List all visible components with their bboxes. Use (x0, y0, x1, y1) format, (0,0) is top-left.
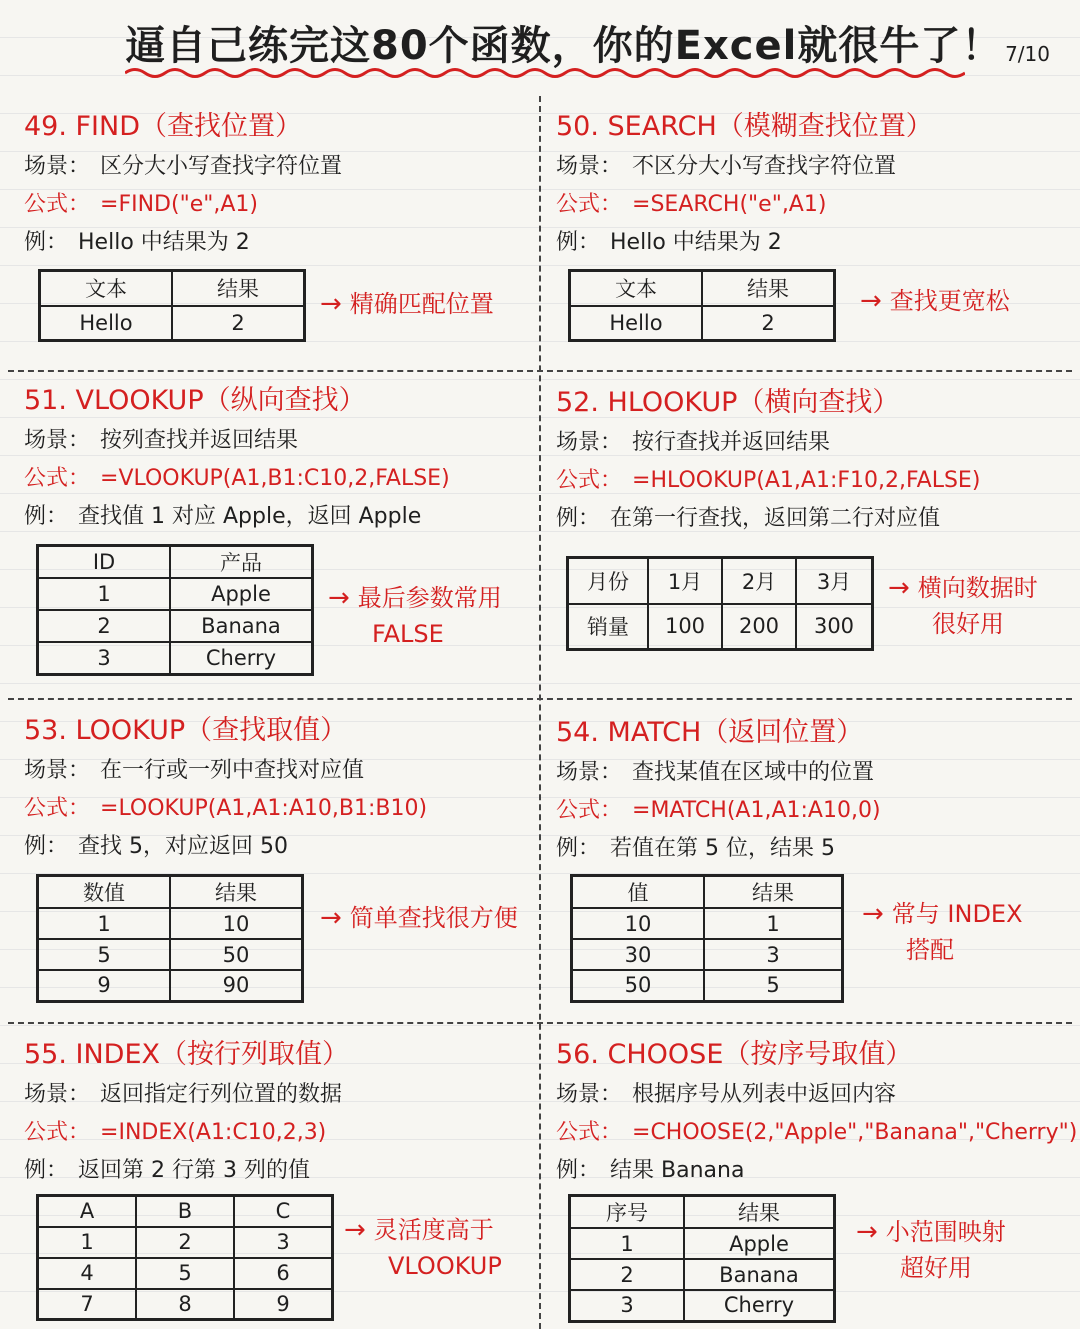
example-line (24, 224, 544, 262)
table-cell: 30 (572, 939, 705, 970)
example-line (556, 1152, 1076, 1190)
example-table (568, 269, 836, 342)
tip-text: 横向数据时 (917, 574, 1038, 602)
function-card-search (556, 106, 1076, 262)
table-row (38, 1289, 333, 1320)
tip-note (862, 896, 1023, 968)
title-underline (125, 66, 965, 80)
tip-text: 灵活度高于 (373, 1216, 494, 1244)
formula-label: 公式： (24, 466, 91, 491)
table-cell: 5 (38, 939, 171, 970)
table-cell: Cherry (170, 642, 313, 674)
card-title: 53. LOOKUP（查找取值） (24, 715, 348, 746)
table-cell: 3 (704, 939, 843, 970)
scene-line (24, 422, 544, 460)
table-row (38, 970, 303, 1001)
example-line (24, 1152, 544, 1190)
table-cell: 5 (136, 1258, 234, 1289)
arrow-right-icon: → (344, 1215, 366, 1245)
table-cell: C (234, 1196, 333, 1227)
table-cell: 9 (38, 970, 171, 1001)
row-divider (8, 1022, 1072, 1024)
table-cell: 2 (38, 610, 171, 642)
table-cell: 2 (702, 306, 835, 341)
table-row (570, 271, 835, 306)
example-label: 例： (556, 506, 601, 531)
example-text: Hello 中结果为 2 (610, 230, 782, 255)
example-line (556, 224, 1076, 262)
table-row (570, 1228, 835, 1259)
formula-label: 公式： (24, 796, 91, 821)
tip-text: 超好用 (900, 1254, 972, 1282)
formula-line (556, 186, 1076, 224)
table-row (38, 876, 303, 909)
table-cell: 2 (136, 1227, 234, 1258)
table-cell: 3月 (796, 558, 873, 604)
scene-line (556, 1076, 1076, 1114)
table-cell: 1 (570, 1228, 685, 1259)
table-cell: Cherry (684, 1290, 835, 1321)
formula-text: =CHOOSE(2,"Apple","Banana","Cherry") (632, 1120, 1078, 1145)
table-cell: Banana (170, 610, 313, 642)
table-cell: 4 (38, 1258, 137, 1289)
table-row (570, 1259, 835, 1290)
tip-note (320, 286, 494, 322)
scene-text: 按列查找并返回结果 (100, 428, 299, 453)
scene-label: 场景： (556, 1082, 623, 1107)
scene-line (24, 1076, 544, 1114)
table-cell: Apple (684, 1228, 835, 1259)
function-card-lookup (24, 710, 544, 866)
row-divider (8, 370, 1072, 372)
scene-text: 返回指定行列位置的数据 (100, 1082, 343, 1107)
example-text: 结果 Banana (610, 1158, 745, 1183)
scene-label: 场景： (556, 760, 623, 785)
scene-label: 场景： (556, 154, 623, 179)
example-label: 例： (24, 504, 69, 529)
table-cell: Apple (170, 578, 313, 610)
example-text: Hello 中结果为 2 (78, 230, 250, 255)
table-cell: 1 (704, 908, 843, 939)
formula-label: 公式： (24, 192, 91, 217)
table-cell: 300 (796, 604, 873, 650)
function-card-index (24, 1034, 544, 1190)
table-row (38, 610, 313, 642)
card-title: 49. FIND（查找位置） (24, 111, 303, 142)
table-cell: 8 (136, 1289, 234, 1320)
header (0, 0, 1080, 96)
formula-text: =VLOOKUP(A1,B1:C10,2,FALSE) (100, 466, 450, 491)
table-row (568, 558, 873, 604)
table-cell: 数值 (38, 876, 171, 909)
formula-text: =FIND("e",A1) (100, 192, 258, 217)
table-cell: 100 (648, 604, 722, 650)
scene-label: 场景： (24, 1082, 91, 1107)
scene-line (556, 754, 1076, 792)
table-cell: 产品 (170, 546, 313, 579)
tip-note (344, 1212, 502, 1284)
arrow-right-icon: → (888, 573, 910, 603)
formula-line (556, 1114, 1076, 1152)
example-table (36, 1194, 334, 1321)
table-cell: 2月 (722, 558, 796, 604)
tip-note (320, 900, 518, 936)
table-cell: A (38, 1196, 137, 1227)
table-cell: 1 (38, 1227, 137, 1258)
table-row (38, 1258, 333, 1289)
table-cell: 1 (38, 908, 171, 939)
scene-text: 不区分大小写查找字符位置 (632, 154, 897, 179)
table-cell: 结果 (702, 271, 835, 306)
tip-text: 搭配 (906, 936, 954, 964)
example-table (568, 1194, 836, 1323)
table-cell: Hello (40, 306, 173, 341)
page-title: 逼自己练完这80个函数，你的Excel就很牛了！ (125, 23, 1003, 69)
card-title: 51. VLOOKUP（纵向查找） (24, 385, 366, 416)
row-divider (8, 698, 1072, 700)
table-cell: 200 (722, 604, 796, 650)
example-text: 查找 5，对应返回 50 (78, 834, 288, 859)
example-label: 例： (24, 230, 69, 255)
table-cell: 50 (170, 939, 303, 970)
card-title: 55. INDEX（按行列取值） (24, 1039, 350, 1070)
scene-label: 场景： (556, 430, 623, 455)
example-label: 例： (24, 1158, 69, 1183)
table-row (570, 306, 835, 341)
table-cell: 90 (170, 970, 303, 1001)
formula-line (556, 462, 1076, 500)
example-text: 返回第 2 行第 3 列的值 (78, 1158, 310, 1183)
function-card-hlookup (556, 382, 1076, 538)
tip-text: 常与 INDEX (891, 900, 1023, 928)
table-cell: 结果 (704, 876, 843, 909)
table-cell: 值 (572, 876, 705, 909)
card-title: 56. CHOOSE（按序号取值） (556, 1039, 913, 1070)
table-row (38, 642, 313, 674)
formula-line (24, 460, 544, 498)
table-cell: Hello (570, 306, 703, 341)
arrow-right-icon: → (862, 899, 884, 929)
function-card-find (24, 106, 544, 262)
table-cell: 2 (172, 306, 305, 341)
formula-line (556, 792, 1076, 830)
scene-text: 在一行或一列中查找对应值 (100, 758, 365, 783)
scene-text: 按行查找并返回结果 (632, 430, 831, 455)
example-label: 例： (556, 836, 601, 861)
scene-text: 查找某值在区域中的位置 (632, 760, 875, 785)
scene-text: 根据序号从列表中返回内容 (632, 1082, 897, 1107)
table-row (38, 939, 303, 970)
formula-label: 公式： (556, 468, 623, 493)
table-cell: 2 (570, 1259, 685, 1290)
arrow-right-icon: → (860, 286, 882, 316)
tip-note (860, 283, 1010, 319)
scene-line (24, 148, 544, 186)
formula-label: 公式： (556, 1120, 623, 1145)
table-cell: 1 (38, 578, 171, 610)
formula-label: 公式： (24, 1120, 91, 1145)
scene-label: 场景： (24, 758, 91, 783)
tip-text: 精确匹配位置 (349, 290, 494, 318)
function-card-choose (556, 1034, 1076, 1190)
arrow-right-icon: → (320, 903, 342, 933)
scene-line (556, 424, 1076, 462)
example-line (24, 828, 544, 866)
table-row (38, 1227, 333, 1258)
table-cell: 结果 (170, 876, 303, 909)
page-number: 7/10 (1005, 42, 1050, 66)
formula-label: 公式： (556, 192, 623, 217)
table-cell: 文本 (570, 271, 703, 306)
table-row (40, 271, 305, 306)
table-cell: 结果 (172, 271, 305, 306)
example-table (36, 544, 314, 676)
table-cell: 3 (234, 1227, 333, 1258)
table-cell: 50 (572, 970, 705, 1001)
table-row (38, 908, 303, 939)
formula-line (24, 186, 544, 224)
tip-note (328, 580, 502, 652)
formula-text: =INDEX(A1:C10,2,3) (100, 1120, 327, 1145)
table-cell: 月份 (568, 558, 649, 604)
table-cell: 5 (704, 970, 843, 1001)
table-cell: 3 (570, 1290, 685, 1321)
formula-line (24, 790, 544, 828)
formula-text: =SEARCH("e",A1) (632, 192, 827, 217)
example-text: 查找值 1 对应 Apple，返回 Apple (78, 504, 422, 529)
tip-text: FALSE (372, 620, 444, 648)
example-line (556, 500, 1076, 538)
card-title: 54. MATCH（返回位置） (556, 717, 864, 748)
function-card-vlookup (24, 380, 544, 536)
table-cell: 6 (234, 1258, 333, 1289)
table-row (572, 908, 843, 939)
formula-label: 公式： (556, 798, 623, 823)
tip-text: VLOOKUP (388, 1252, 502, 1280)
example-table (570, 874, 844, 1003)
example-line (556, 830, 1076, 868)
table-cell: 7 (38, 1289, 137, 1320)
table-row (38, 1196, 333, 1227)
tip-note (856, 1214, 1006, 1286)
tip-note (888, 570, 1038, 642)
table-cell: ID (38, 546, 171, 579)
card-title: 52. HLOOKUP（横向查找） (556, 387, 900, 418)
table-cell: 序号 (570, 1196, 685, 1229)
tip-text: 很好用 (932, 610, 1004, 638)
scene-label: 场景： (24, 428, 91, 453)
table-cell: 3 (38, 642, 171, 674)
example-table (566, 556, 874, 651)
table-row (570, 1290, 835, 1321)
example-label: 例： (556, 230, 601, 255)
table-row (572, 970, 843, 1001)
arrow-right-icon: → (328, 583, 350, 613)
scene-line (24, 752, 544, 790)
table-row (568, 604, 873, 650)
formula-text: =HLOOKUP(A1,A1:F10,2,FALSE) (632, 468, 981, 493)
table-cell: 销量 (568, 604, 649, 650)
table-cell: 10 (170, 908, 303, 939)
table-cell: B (136, 1196, 234, 1227)
tip-text: 简单查找很方便 (349, 904, 518, 932)
formula-text: =LOOKUP(A1,A1:A10,B1:B10) (100, 796, 428, 821)
table-row (572, 876, 843, 909)
table-row (572, 939, 843, 970)
table-cell: 结果 (684, 1196, 835, 1229)
example-text: 在第一行查找，返回第二行对应值 (610, 506, 941, 531)
example-table (36, 874, 304, 1003)
table-cell: 10 (572, 908, 705, 939)
table-cell: 9 (234, 1289, 333, 1320)
arrow-right-icon: → (856, 1217, 878, 1247)
arrow-right-icon: → (320, 289, 342, 319)
scene-text: 区分大小写查找字符位置 (100, 154, 343, 179)
tip-text: 查找更宽松 (889, 287, 1010, 315)
example-label: 例： (556, 1158, 601, 1183)
tip-text: 最后参数常用 (357, 584, 502, 612)
tip-text: 小范围映射 (885, 1218, 1006, 1246)
table-row (40, 306, 305, 341)
example-table (38, 269, 306, 342)
example-line (24, 498, 544, 536)
scene-label: 场景： (24, 154, 91, 179)
card-title: 50. SEARCH（模糊查找位置） (556, 111, 933, 142)
function-card-match (556, 712, 1076, 868)
table-row (38, 546, 313, 579)
formula-line (24, 1114, 544, 1152)
table-cell: 1月 (648, 558, 722, 604)
formula-text: =MATCH(A1,A1:A10,0) (632, 798, 881, 823)
example-text: 若值在第 5 位，结果 5 (610, 836, 835, 861)
table-row (38, 578, 313, 610)
table-row (570, 1196, 835, 1229)
table-cell: Banana (684, 1259, 835, 1290)
table-cell: 文本 (40, 271, 173, 306)
example-label: 例： (24, 834, 69, 859)
scene-line (556, 148, 1076, 186)
